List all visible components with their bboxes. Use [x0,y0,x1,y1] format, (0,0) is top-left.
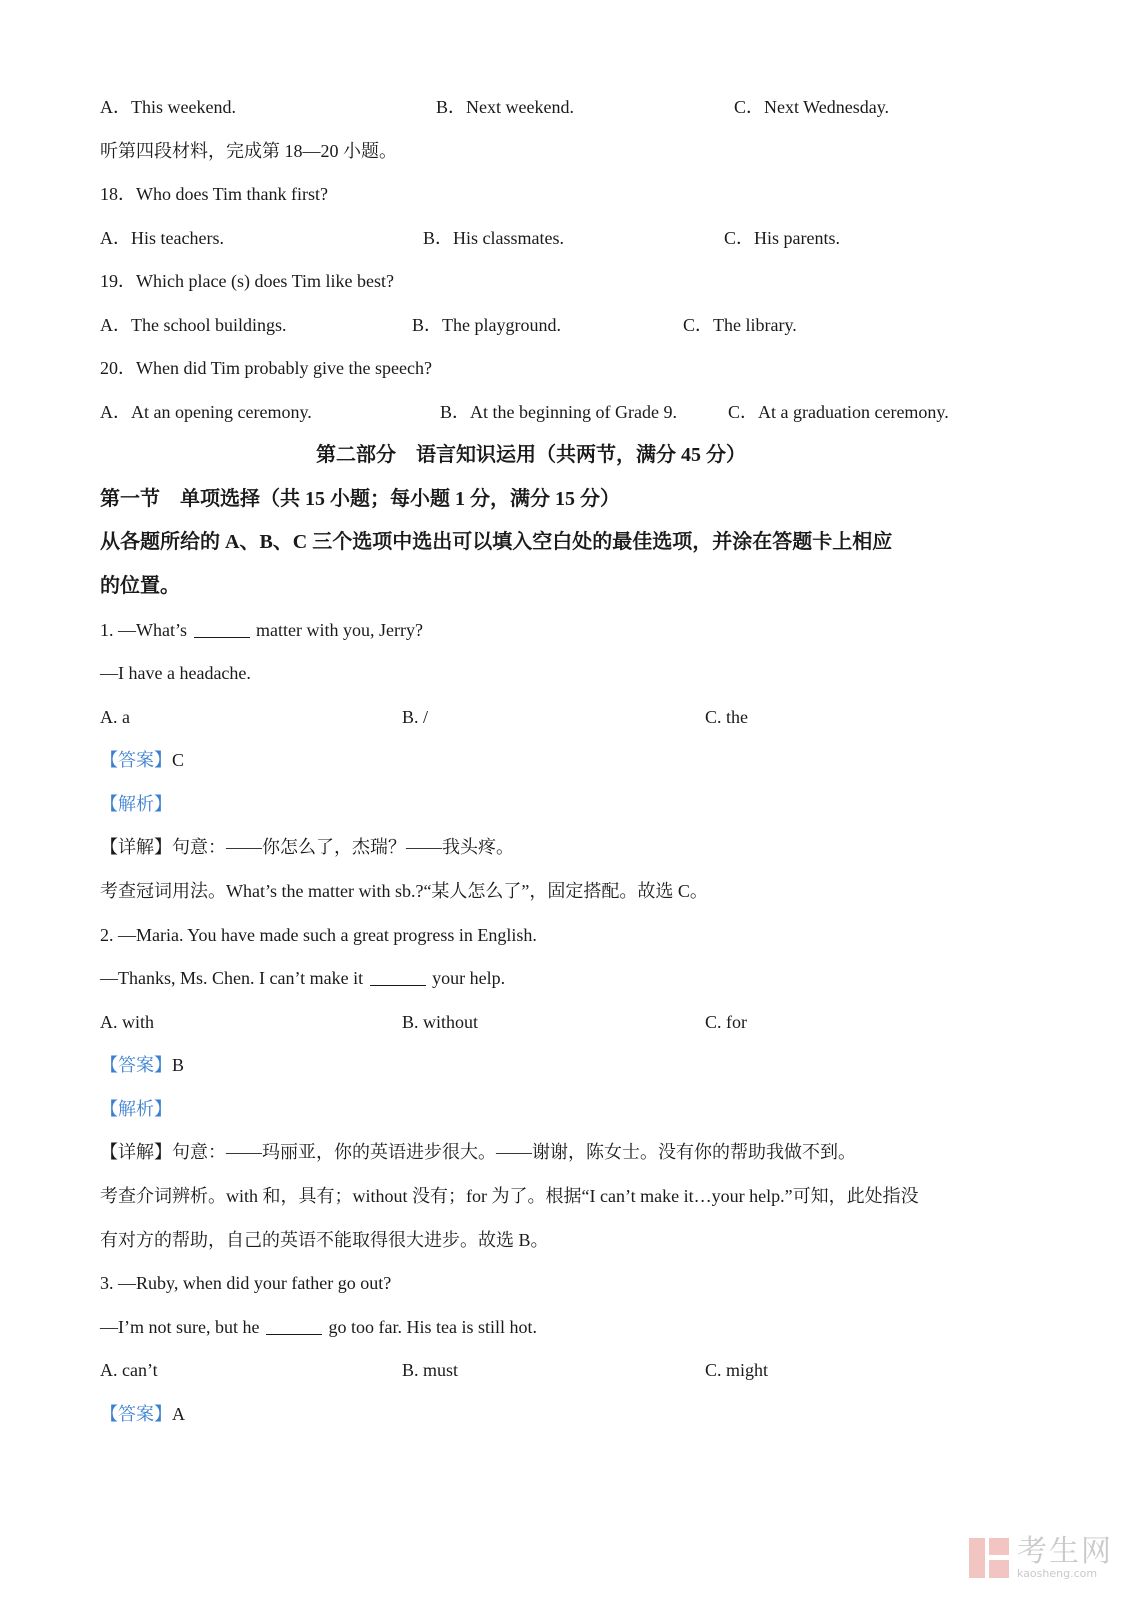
section1-title: 第一节 单项选择（共 15 小题；每小题 1 分，满分 15 分） [100,488,620,510]
q20-stem: 20．When did Tim probably give the speech? [100,358,432,378]
answer-tag: 【答案】 [100,1404,172,1424]
q17-option-b: B．Next weekend. [436,97,574,117]
q1-option-a: A. a [100,707,130,727]
q2-blank [370,967,426,986]
q1-reply: —I have a headache. [100,663,251,683]
q18-option-b: B．His classmates. [423,228,564,248]
q2-option-a: A. with [100,1012,154,1032]
watermark-en: kaosheng.com [1017,1567,1098,1580]
q2-stem: 2. —Maria. You have made such a great progress in English. [100,925,537,945]
q2-reply-post: your help. [432,968,506,988]
detail-tag: 【详解】 [100,837,172,857]
section4-instruction: 听第四段材料，完成第 18—20 小题。 [100,141,397,161]
instruction-line-1: 从各题所给的 A、B、C 三个选项中选出可以填入空白处的最佳选项，并涂在答题卡上相应 [100,531,893,553]
analysis-tag: 【解析】 [100,794,172,814]
q3-reply-post: go too far. His tea is still hot. [328,1317,537,1337]
watermark-logo-icon [969,1538,1009,1578]
q1-blank [194,619,250,638]
q1-option-c: C. the [705,707,748,727]
q1-stem-pre: 1. —What’s [100,620,187,640]
watermark [969,1536,1113,1580]
q2-answer [100,1053,184,1077]
q2-explanation-2: 有对方的帮助，自己的英语不能取得很大进步。故选 B。 [100,1230,549,1250]
q3-option-b: B. must [402,1360,459,1380]
q1-detail [100,835,514,859]
q19-option-c: C．The library. [683,315,797,335]
q18-stem: 18．Who does Tim thank first? [100,184,328,204]
q3-option-c: C. might [705,1360,769,1380]
q18-option-c: C．His parents. [724,228,840,248]
q2-reply [100,966,505,990]
q2-reply-pre: —Thanks, Ms. Chen. I can’t make it [100,968,364,988]
q2-detail-text: 句意：——玛丽亚，你的英语进步很大。——谢谢，陈女士。没有你的帮助我做不到。 [172,1142,856,1162]
q17-option-a: A．This weekend. [100,97,236,117]
q1-stem-post: matter with you, Jerry? [256,620,423,640]
q3-reply-pre: —I’m not sure, but he [100,1317,260,1337]
q2-detail [100,1140,856,1164]
watermark-text [1017,1536,1113,1580]
detail-tag: 【详解】 [100,1142,172,1162]
q1-answer [100,748,184,772]
q19-option-a: A．The school buildings. [100,315,287,335]
q2-explanation-1: 考查介词辨析。with 和，具有；without 没有；for 为了。根据“I can’t make it…your help.”可知，此处指没 [100,1186,919,1206]
q19-option-b: B．The playground. [412,315,561,335]
q1-option-b: B. / [402,707,429,727]
q18-option-a: A．His teachers. [100,228,224,248]
answer-tag: 【答案】 [100,750,172,770]
q20-option-c: C．At a graduation ceremony. [728,402,949,422]
q1-analysis [100,792,172,816]
q1-stem [100,618,423,642]
q3-answer [100,1402,185,1426]
q1-answer-value: C [172,750,185,770]
part2-title: 第二部分 语言知识运用（共两节，满分 45 分） [316,444,746,466]
q3-reply [100,1315,537,1339]
q1-detail-text: 句意：——你怎么了，杰瑞？——我头疼。 [172,837,514,857]
q17-option-c: C．Next Wednesday. [734,97,890,117]
q2-option-b: B. without [402,1012,479,1032]
q2-option-c: C. for [705,1012,747,1032]
q3-answer-value: A [172,1404,185,1424]
q2-answer-value: B [172,1055,185,1075]
q20-option-b: B．At the beginning of Grade 9. [440,402,677,422]
instruction-line-2: 的位置。 [100,575,180,597]
q2-analysis [100,1097,172,1121]
watermark-cn: 考生网 [1017,1534,1113,1569]
answer-tag: 【答案】 [100,1055,172,1075]
q20-option-a: A．At an opening ceremony. [100,402,312,422]
q3-blank [266,1316,322,1335]
q3-stem: 3. —Ruby, when did your father go out? [100,1273,392,1293]
q19-stem: 19．Which place (s) does Tim like best? [100,271,394,291]
q1-explanation: 考查冠词用法。What’s the matter with sb.?“某人怎么了”，固定搭配。故选 C。 [100,881,708,901]
analysis-tag: 【解析】 [100,1099,172,1119]
q3-option-a: A. can’t [100,1360,158,1380]
